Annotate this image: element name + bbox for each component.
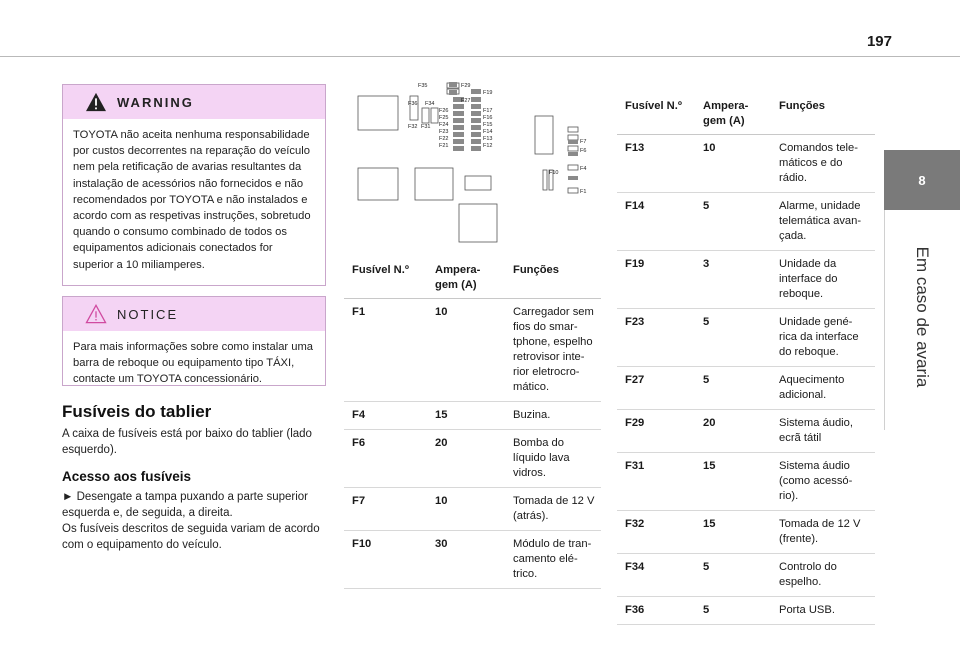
diagram-fuse (453, 139, 464, 144)
table-row (617, 367, 875, 410)
col-header-amp: Ampera-gem (A) (695, 92, 771, 135)
diagram-fuse (568, 127, 578, 132)
diagram-fuse (410, 96, 418, 120)
diagram-label-f4: F4 (580, 166, 587, 172)
fuse-function: Sistema áudio (como acessó-rio). (771, 453, 875, 511)
fuse-number: F36 (617, 597, 695, 625)
fuse-amperage: 10 (427, 299, 505, 402)
access-subtitle: Acesso aos fusíveis (62, 469, 192, 484)
diagram-label-f6: F6 (580, 148, 587, 154)
fuse-box-diagram (353, 80, 593, 250)
diagram-label-f16: F16 (483, 115, 493, 121)
fuse-amperage: 5 (695, 597, 771, 625)
diagram-fuse (568, 135, 578, 140)
chapter-label-tab[interactable] (884, 212, 960, 422)
notice-box (62, 296, 326, 386)
diagram-fuse (453, 104, 464, 109)
diagram-block (415, 168, 453, 200)
table-row (617, 511, 875, 554)
fuse-number: F1 (344, 299, 427, 402)
table-row (344, 299, 601, 402)
fuse-number: F6 (344, 430, 427, 488)
diagram-label-f27: F27 (461, 98, 471, 104)
fuse-number: F27 (617, 367, 695, 410)
fuse-number: F19 (617, 251, 695, 309)
diagram-label-f26: F26 (439, 108, 449, 114)
notice-triangle-icon (85, 304, 107, 324)
chapter-number-tab[interactable]: 8 (884, 150, 960, 210)
diagram-fuse (449, 90, 457, 95)
fuse-function: Tomada de 12 V (atrás). (505, 488, 601, 531)
diagram-block (358, 96, 398, 130)
diagram-label-f36: F36 (408, 101, 418, 107)
diagram-label-f13: F13 (483, 136, 493, 142)
diagram-label-f15: F15 (483, 122, 493, 128)
diagram-fuse (568, 188, 578, 193)
diagram-fuse (568, 146, 578, 151)
warning-header (63, 85, 325, 119)
fuse-amperage: 20 (695, 410, 771, 453)
table-row (344, 430, 601, 488)
diagram-label-f31: F31 (421, 124, 431, 130)
notice-header (63, 297, 325, 331)
notice-text: Para mais informações sobre como instalar uma barra de reboque ou equipamento tipo TÁXI, contacte um TOYOTA concessionário. (73, 341, 314, 386)
fuse-number: F13 (617, 135, 695, 193)
table-row (344, 531, 601, 589)
notice-title: NOTICE (117, 306, 179, 322)
table-row (617, 554, 875, 597)
access-step: ► Desengate a tampa puxando a parte superior esquerda e, de seguida, a direita. (62, 491, 309, 520)
chapter-label: Em caso de avaria (913, 246, 932, 388)
diagram-label-f10: F10 (549, 170, 559, 176)
table-row (617, 193, 875, 251)
fuse-amperage: 10 (427, 488, 505, 531)
fuse-number: F29 (617, 410, 695, 453)
fuse-number: F14 (617, 193, 695, 251)
fuse-function: Controlo do espelho. (771, 554, 875, 597)
table-row (617, 251, 875, 309)
diagram-fuse (568, 140, 578, 144)
diagram-label-f14: F14 (483, 129, 493, 135)
diagram-block (358, 168, 398, 200)
diagram-label-f34: F34 (425, 101, 435, 107)
diagram-label-f1: F1 (580, 189, 587, 195)
page-number: 197 (866, 33, 892, 50)
fuse-number: F32 (617, 511, 695, 554)
diagram-fuse (453, 111, 464, 116)
diagram-fuse (471, 104, 481, 109)
fuse-amperage: 10 (695, 135, 771, 193)
fuse-function: Alarme, unidade telemática avan-çada. (771, 193, 875, 251)
fuse-function: Tomada de 12 V (frente). (771, 511, 875, 554)
fuse-amperage: 5 (695, 309, 771, 367)
diagram-fuse (453, 125, 464, 130)
diagram-label-f29: F29 (461, 83, 471, 89)
diagram-label-f22: F22 (439, 136, 449, 142)
diagram-fuse (422, 108, 429, 123)
col-header-functions: Funções (771, 92, 875, 135)
fuse-function: Sistema áudio, ecrã tátil (771, 410, 875, 453)
diagram-fuse (453, 146, 464, 151)
diagram-label-f19: F19 (483, 90, 493, 96)
diagram-fuse (568, 165, 578, 170)
diagram-block (465, 176, 491, 190)
fuse-number: F34 (617, 554, 695, 597)
warning-box (62, 84, 326, 286)
warning-triangle-icon (85, 92, 107, 112)
section-title: Fusíveis do tablier (62, 402, 212, 421)
fuse-number: F10 (344, 531, 427, 589)
warning-title: WARNING (117, 94, 194, 110)
fuse-amperage: 3 (695, 251, 771, 309)
diagram-label-f32: F32 (408, 124, 418, 130)
fuse-table-right (617, 92, 875, 625)
col-header-fuse: Fusível N.º (344, 256, 427, 299)
diagram-block (535, 116, 553, 154)
diagram-label-f7: F7 (580, 139, 587, 145)
fuse-amperage: 5 (695, 554, 771, 597)
fuse-function: Carregador sem fios do smar-tphone, espelho retrovisor inte-rior eletrocro-mático. (505, 299, 601, 402)
fuse-function: Módulo de tran-camento elé-trico. (505, 531, 601, 589)
diagram-fuse (471, 125, 481, 130)
fuse-number: F4 (344, 402, 427, 430)
diagram-label-f12: F12 (483, 143, 493, 149)
diagram-label-f23: F23 (439, 129, 449, 135)
fuse-amperage: 5 (695, 367, 771, 410)
fuse-function: Bomba do líquido lava vidros. (505, 430, 601, 488)
fuse-table-left (344, 256, 601, 589)
diagram-fuse (471, 97, 481, 102)
table-row (617, 309, 875, 367)
diagram-fuse (568, 176, 578, 180)
fuse-function: Buzina. (505, 402, 601, 430)
table-row (617, 453, 875, 511)
section-intro: A caixa de fusíveis está por baixo do tablier (lado esquerdo). (62, 428, 312, 457)
diagram-fuse (471, 139, 481, 144)
fuse-function: Aquecimento adicional. (771, 367, 875, 410)
diagram-fuse (449, 82, 457, 87)
fuse-amperage: 5 (695, 193, 771, 251)
access-note: Os fusíveis descritos de seguida variam de acordo com o equipamento do veículo. (62, 523, 320, 552)
fuse-function: Porta USB. (771, 597, 875, 625)
diagram-label-f21: F21 (439, 143, 449, 149)
fuse-amperage: 30 (427, 531, 505, 589)
diagram-fuse (431, 108, 438, 123)
col-header-functions: Funções (505, 256, 601, 299)
diagram-label-f17: F17 (483, 108, 493, 114)
table-row (617, 597, 875, 625)
diagram-fuse (453, 118, 464, 123)
table-row (617, 410, 875, 453)
fuse-number: F23 (617, 309, 695, 367)
table-row (344, 402, 601, 430)
fuse-number: F31 (617, 453, 695, 511)
diagram-label-f35: F35 (418, 83, 428, 89)
fuse-number: F7 (344, 488, 427, 531)
diagram-fuse (471, 132, 481, 137)
diagram-label-f25: F25 (439, 115, 449, 121)
col-header-fuse: Fusível N.º (617, 92, 695, 135)
diagram-fuse (543, 170, 547, 190)
diagram-fuse (471, 118, 481, 123)
warning-text: TOYOTA não aceita nenhuma responsabilidade por custos decorrentes na reparação do veículo nem pela retificação de avarias resultantes da instalação de acessórios não fornecidos e não recomendados por TOYOTA e não instalados e acordo com as respetivas instruções, sobretudo quando o consumo combinado de todos os equipamentos adicionais conectados for superior a 10 miliamperes. (73, 129, 311, 271)
fuse-function: Unidade gené-rica da interface do reboque. (771, 309, 875, 367)
header-rule (0, 56, 960, 57)
fuse-function: Unidade da interface do reboque. (771, 251, 875, 309)
diagram-block (459, 204, 497, 242)
fuse-amperage: 15 (427, 402, 505, 430)
fuse-function: Comandos tele-máticos e do rádio. (771, 135, 875, 193)
diagram-label-f24: F24 (439, 122, 449, 128)
diagram-fuse (471, 89, 481, 94)
fuse-amperage: 15 (695, 453, 771, 511)
table-row (617, 135, 875, 193)
fuse-amperage: 20 (427, 430, 505, 488)
diagram-fuse (453, 132, 464, 137)
diagram-fuse (471, 146, 481, 151)
col-header-amp: Ampera-gem (A) (427, 256, 505, 299)
diagram-fuse (568, 152, 578, 156)
table-row (344, 488, 601, 531)
diagram-fuse (471, 111, 481, 116)
fuse-amperage: 15 (695, 511, 771, 554)
